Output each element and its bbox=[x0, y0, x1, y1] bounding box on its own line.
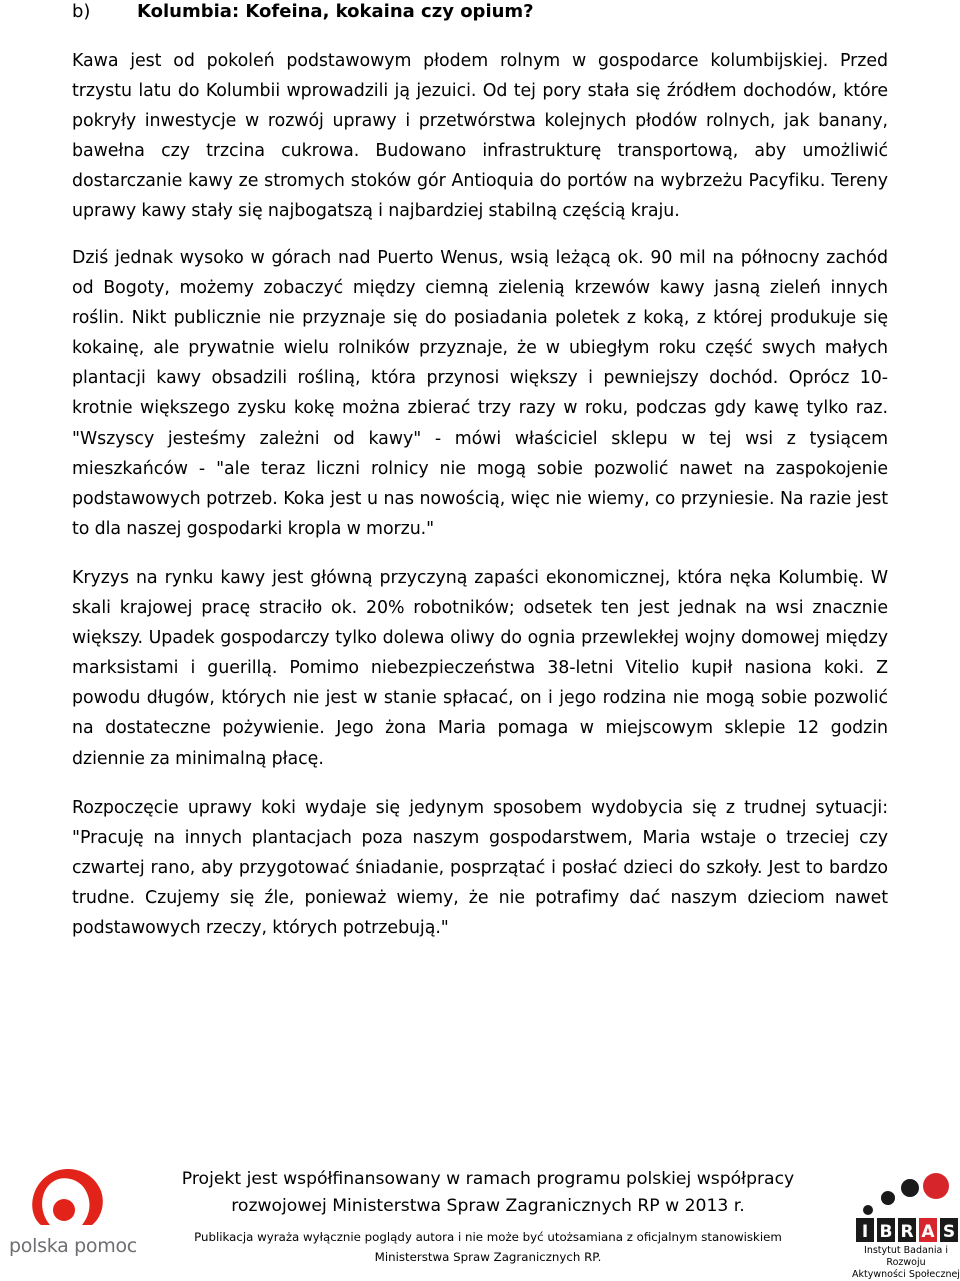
polska-pomoc-text: polska pomoc bbox=[9, 1235, 137, 1257]
footer-funding bbox=[172, 1166, 804, 1219]
section-heading bbox=[72, 0, 892, 24]
section-number: b) bbox=[72, 1, 91, 22]
section-title: Kolumbia: Kofeina, kokaina czy opium? bbox=[137, 1, 534, 22]
ibras-letter-b: B bbox=[879, 1222, 893, 1242]
ibras-letter-r: R bbox=[900, 1222, 914, 1242]
footer-disclaimer bbox=[172, 1227, 804, 1267]
ibras-letter-i: I bbox=[861, 1222, 869, 1242]
polska-pomoc-logo bbox=[8, 1163, 138, 1263]
footer-funding-line-1: Projekt jest współfinansowany w ramach programu polskiej współpracy bbox=[181, 1169, 795, 1189]
polska-pomoc-logo-mark bbox=[8, 1163, 138, 1235]
ibras-caption-line-2: Aktywności Społecznej bbox=[852, 1269, 960, 1280]
ibras-logo-mark bbox=[852, 1172, 960, 1244]
paragraph-4: Rozpoczęcie uprawy koki wydaje się jedynym sposobem wydobycia się z trudnej sytuacji: "Pracuję na innych plantacjach poza naszym gospodarstwem, Maria wstaje o trzeciej czy czwartej rano, aby przygotować śniadanie, posprzątać i posłać dzieci do szkoły. Jest to bardzo trudne. Czujemy się źle, ponieważ wiemy, że nie potrafimy dać naszym dzieciom nawet podstawowych rzeczy, których potrzebują." bbox=[72, 798, 888, 939]
footer-funding-line-2: rozwojowej Ministerstwa Spraw Zagranicznych RP w 2013 r. bbox=[231, 1195, 745, 1216]
paragraph-2: Dziś jednak wysoko w górach nad Puerto Wenus, wsią leżącą ok. 90 mil na północny zachód od Bogoty, możemy zobaczyć między ciemną zielenią krzewów kawy jasną zieleń innych roślin. Nikt publicznie nie przyznaje się do posiadania poletek z koką, z której produkuje się kokainę, ale prywatnie wielu rolników przyznaje, że w ubiegłym roku część swych małych plantacji kawy obsadzili rośliną, która przynosi większy i pewniejszy dochód. Oprócz 10-krotnie większego zysku kokę można zbierać trzy razy w roku, podczas gdy kawę tylko raz. "Wszyscy jesteśmy zależni od kawy" - mówi właściciel sklepu w tej wsi z tysiącem mieszkańców - "ale teraz liczni rolnicy nie mogą sobie pozwolić nawet na zaspokojenie podstawowych potrzeb. Koka jest u nas nowością, więc nie wiemy, co przyniesie. Na razie jest to dla naszej gospodarki kropla w morzu." bbox=[72, 248, 888, 539]
ibras-caption-line-1: Instytut Badania i Rozwoju bbox=[864, 1245, 948, 1268]
footer-disclaimer-line-1: Publikacja wyraża wyłącznie poglądy autora i nie może być utożsamiana z oficjalnym stanowiskiem bbox=[194, 1230, 782, 1244]
paragraph-3: Kryzys na rynku kawy jest główną przyczyną zapaści ekonomicznej, która nęka Kolumbię. W skali krajowej pracę straciło ok. 20% robotników; odsetek ten jest jednak na wsi znacznie większy. Upadek gospodarczy tylko dolewa oliwy do ognia przewlekłej wojny domowej między marksistami i guerillą. Pomimo niebezpieczeństwa 38-letni Vitelio kupił nasiona koki. Z powodu długów, których nie jest w stanie spłacać, on i jego rodzina nie mogą sobie pozwolić na dostateczne pożywienie. Jego żona Maria pomaga w miejscowym sklepie 12 godzin dziennie za minimalną płacę. bbox=[72, 568, 888, 769]
ibras-logo bbox=[852, 1172, 960, 1280]
ibras-letter-s: S bbox=[942, 1222, 956, 1242]
ibras-letter-a: A bbox=[921, 1222, 935, 1242]
ibras-caption bbox=[852, 1245, 960, 1281]
footer-disclaimer-line-2: Ministerstwa Spraw Zagranicznych RP. bbox=[374, 1250, 602, 1264]
paragraph-1: Kawa jest od pokoleń podstawowym płodem rolnym w gospodarce kolumbijskiej. Przed trzystu latu do Kolumbii wprowadzili ją jezuici. Od tej pory stała się źródłem dochodów, które pokryły inwestycje w rozwój uprawy i przetwórstwa kolejnych płodów rolnych, jak banany, bawełna czy trzcina cukrowa. Budowano infrastrukturę transportową, aby umożliwić dostarczanie kawy ze stromych stoków gór Antioquia do portów na wybrzeżu Pacyfiku. Tereny uprawy kawy stały się najbogatszą i najbardziej stabilną częścią kraju. bbox=[72, 51, 888, 222]
